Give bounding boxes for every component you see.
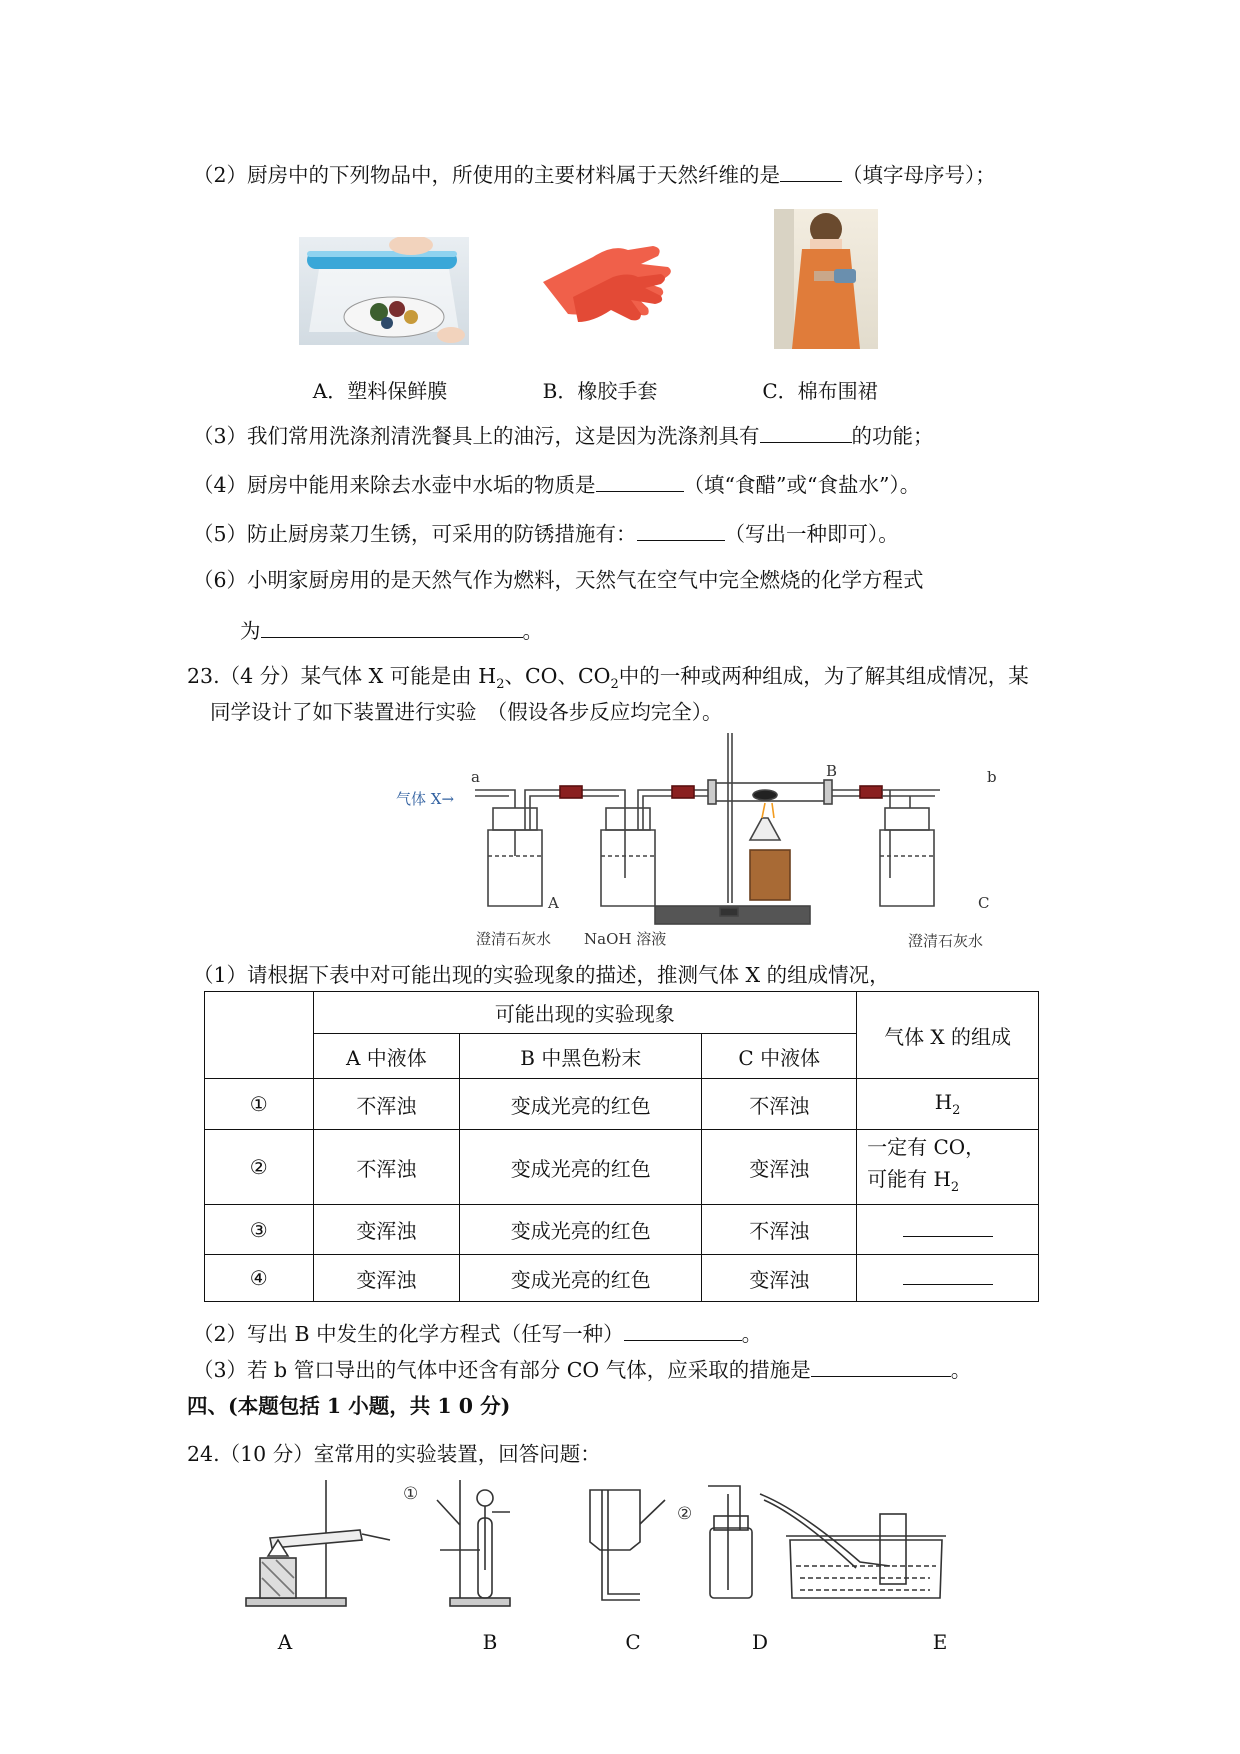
answer-blank[interactable]: [903, 1218, 993, 1237]
subscript: 2: [952, 1103, 961, 1118]
cell-composition: [857, 1205, 1039, 1255]
cell-a: 变浑浊: [313, 1255, 460, 1302]
lab-apparatus-row: [240, 1470, 1020, 1620]
table-head-composition: 气体 X 的组成: [857, 992, 1039, 1079]
item-b-label: B．橡胶手套: [542, 379, 658, 403]
answer-blank[interactable]: [760, 424, 852, 443]
q24-stem: 24.（10 分）室常用的实验装置，回答问题：: [187, 1442, 601, 1466]
section-heading: 四、(本题包括 1 小题，共 1 0 分): [187, 1394, 511, 1418]
row-number: ②: [205, 1130, 314, 1205]
answer-blank[interactable]: [811, 1358, 951, 1377]
q23-part2-suffix: 。: [741, 1322, 763, 1346]
answer-blank[interactable]: [903, 1266, 993, 1285]
q22-part2-text: （2）厨房中的下列物品中，所使用的主要材料属于天然纤维的是: [193, 163, 781, 187]
composition-line2: [867, 1163, 1038, 1204]
answer-blank[interactable]: [261, 619, 523, 638]
q22-part6-suffix: 。: [522, 619, 543, 643]
row-number: ④: [205, 1255, 314, 1302]
q23-stem-line1: [187, 666, 1029, 691]
q22-part6-prefix: 为: [240, 619, 261, 643]
cell-a: 不浑浊: [313, 1130, 460, 1205]
subscript: 2: [610, 677, 619, 693]
mark-1-label: ①: [403, 1484, 419, 1504]
tube-b-label: B: [826, 762, 838, 780]
q23-stem-a: 23.（4 分）某气体 X 可能是由 H: [187, 664, 497, 688]
cell-b: 变成光亮的红色: [460, 1079, 702, 1130]
plastic-wrap-image: [299, 237, 469, 345]
cell-composition: [857, 1130, 1039, 1205]
table-row: [205, 1205, 1039, 1255]
q23-part1: （1）请根据下表中对可能出现的实验现象的描述，推测气体 X 的组成情况，: [193, 963, 890, 987]
q22-part6-line1: （6）小明家厨房用的是天然气作为燃料，天然气在空气中完全燃烧的化学方程式: [193, 568, 924, 592]
q23-stem-b: 、CO、CO: [504, 664, 611, 688]
cell-a: 不浑浊: [313, 1079, 460, 1130]
rubber-glove-image: [533, 222, 683, 342]
cell-c: 变浑浊: [702, 1130, 857, 1205]
cell-b: 变成光亮的红色: [460, 1205, 702, 1255]
answer-blank[interactable]: [596, 473, 684, 492]
table-head-col-b: B 中黑色粉末: [460, 1034, 702, 1079]
limewater-label-2: 澄清石灰水: [908, 932, 984, 950]
table-row: [205, 1079, 1039, 1130]
subscript: 2: [950, 1179, 960, 1195]
composition-text: H: [934, 1090, 953, 1114]
cotton-apron-image: [774, 209, 878, 349]
cell-b: 变成光亮的红色: [460, 1255, 702, 1302]
answer-blank[interactable]: [624, 1322, 742, 1341]
q22-part4-suffix: （填“食醋”或“食盐水”）。: [683, 473, 921, 497]
q22-part5-text: （5）防止厨房菜刀生锈，可采用的防锈措施有：: [193, 522, 637, 546]
row-number: ①: [205, 1079, 314, 1130]
table-head-col-c: C 中液体: [702, 1034, 857, 1079]
limewater-label-1: 澄清石灰水: [476, 930, 552, 948]
cell-b: 变成光亮的红色: [460, 1130, 702, 1205]
table-head-col-a: A 中液体: [313, 1034, 460, 1079]
table-corner-cell: [205, 992, 314, 1079]
q23-part3-suffix: 。: [950, 1358, 972, 1382]
cell-c: 不浑浊: [702, 1079, 857, 1130]
q22-part2-suffix: （填字母序号）；: [842, 163, 996, 187]
bottle-c-label: C: [978, 894, 990, 912]
table-row: [205, 1130, 1039, 1205]
composition-text: 可能有 H: [867, 1166, 951, 1191]
subscript: 2: [496, 677, 505, 693]
gas-inlet-label: 气体 X→: [396, 790, 455, 808]
q22-part5-suffix: （写出一种即可）。: [724, 522, 899, 546]
mark-2-label: ②: [677, 1504, 693, 1524]
q22-part4-text: （4）厨房中能用来除去水壶中水垢的物质是: [193, 473, 596, 497]
q23-stem-c: 中的一种或两种组成，为了解其组成情况，某: [618, 664, 1029, 688]
row-number: ③: [205, 1205, 314, 1255]
q22-part3-text: （3）我们常用洗涤剂清洗餐具上的油污，这是因为洗涤剂具有: [193, 424, 760, 448]
cell-c: 变浑浊: [702, 1255, 857, 1302]
q22-part6-line2: [240, 619, 543, 642]
q23-stem-line2: 同学设计了如下装置进行实验 （假设各步反应均完全）。: [210, 700, 723, 724]
apparatus-d-label: D: [751, 1630, 769, 1654]
q22-part2: [193, 163, 996, 186]
cell-composition: [857, 1079, 1039, 1130]
apparatus-e-label: E: [932, 1630, 948, 1654]
q23-part2-text: （2）写出 B 中发生的化学方程式（任写一种）: [193, 1322, 624, 1346]
answer-blank[interactable]: [780, 163, 842, 182]
q22-part5: [193, 522, 899, 545]
experiment-table: [204, 991, 1039, 1302]
point-b-label: b: [987, 768, 997, 786]
point-a-label: a: [471, 768, 480, 786]
answer-blank[interactable]: [637, 522, 725, 541]
bottle-a-label: A: [548, 894, 559, 912]
q22-part3: [193, 424, 934, 447]
cell-c: 不浑浊: [702, 1205, 857, 1255]
table-head-phenomena: 可能出现的实验现象: [313, 992, 857, 1034]
q23-part2: [193, 1322, 762, 1345]
q23-part3: [193, 1358, 971, 1381]
naoh-label: NaOH 溶液: [584, 930, 667, 948]
item-a-label: A．塑料保鲜膜: [312, 379, 448, 403]
item-c-label: C．棉布围裙: [762, 379, 878, 403]
q22-part4: [193, 473, 920, 496]
cell-a: 变浑浊: [313, 1205, 460, 1255]
apparatus-b-label: B: [482, 1630, 498, 1654]
apparatus-c-label: C: [625, 1630, 641, 1654]
cell-composition: [857, 1255, 1039, 1302]
q23-part3-text: （3）若 b 管口导出的气体中还含有部分 CO 气体，应采取的措施是: [193, 1358, 811, 1382]
q22-part3-suffix: 的功能；: [851, 424, 934, 448]
gas-apparatus-diagram: [380, 728, 1000, 958]
table-row: [205, 1255, 1039, 1302]
apparatus-a-label: A: [277, 1630, 293, 1654]
composition-line1: 一定有 CO，: [867, 1134, 986, 1159]
